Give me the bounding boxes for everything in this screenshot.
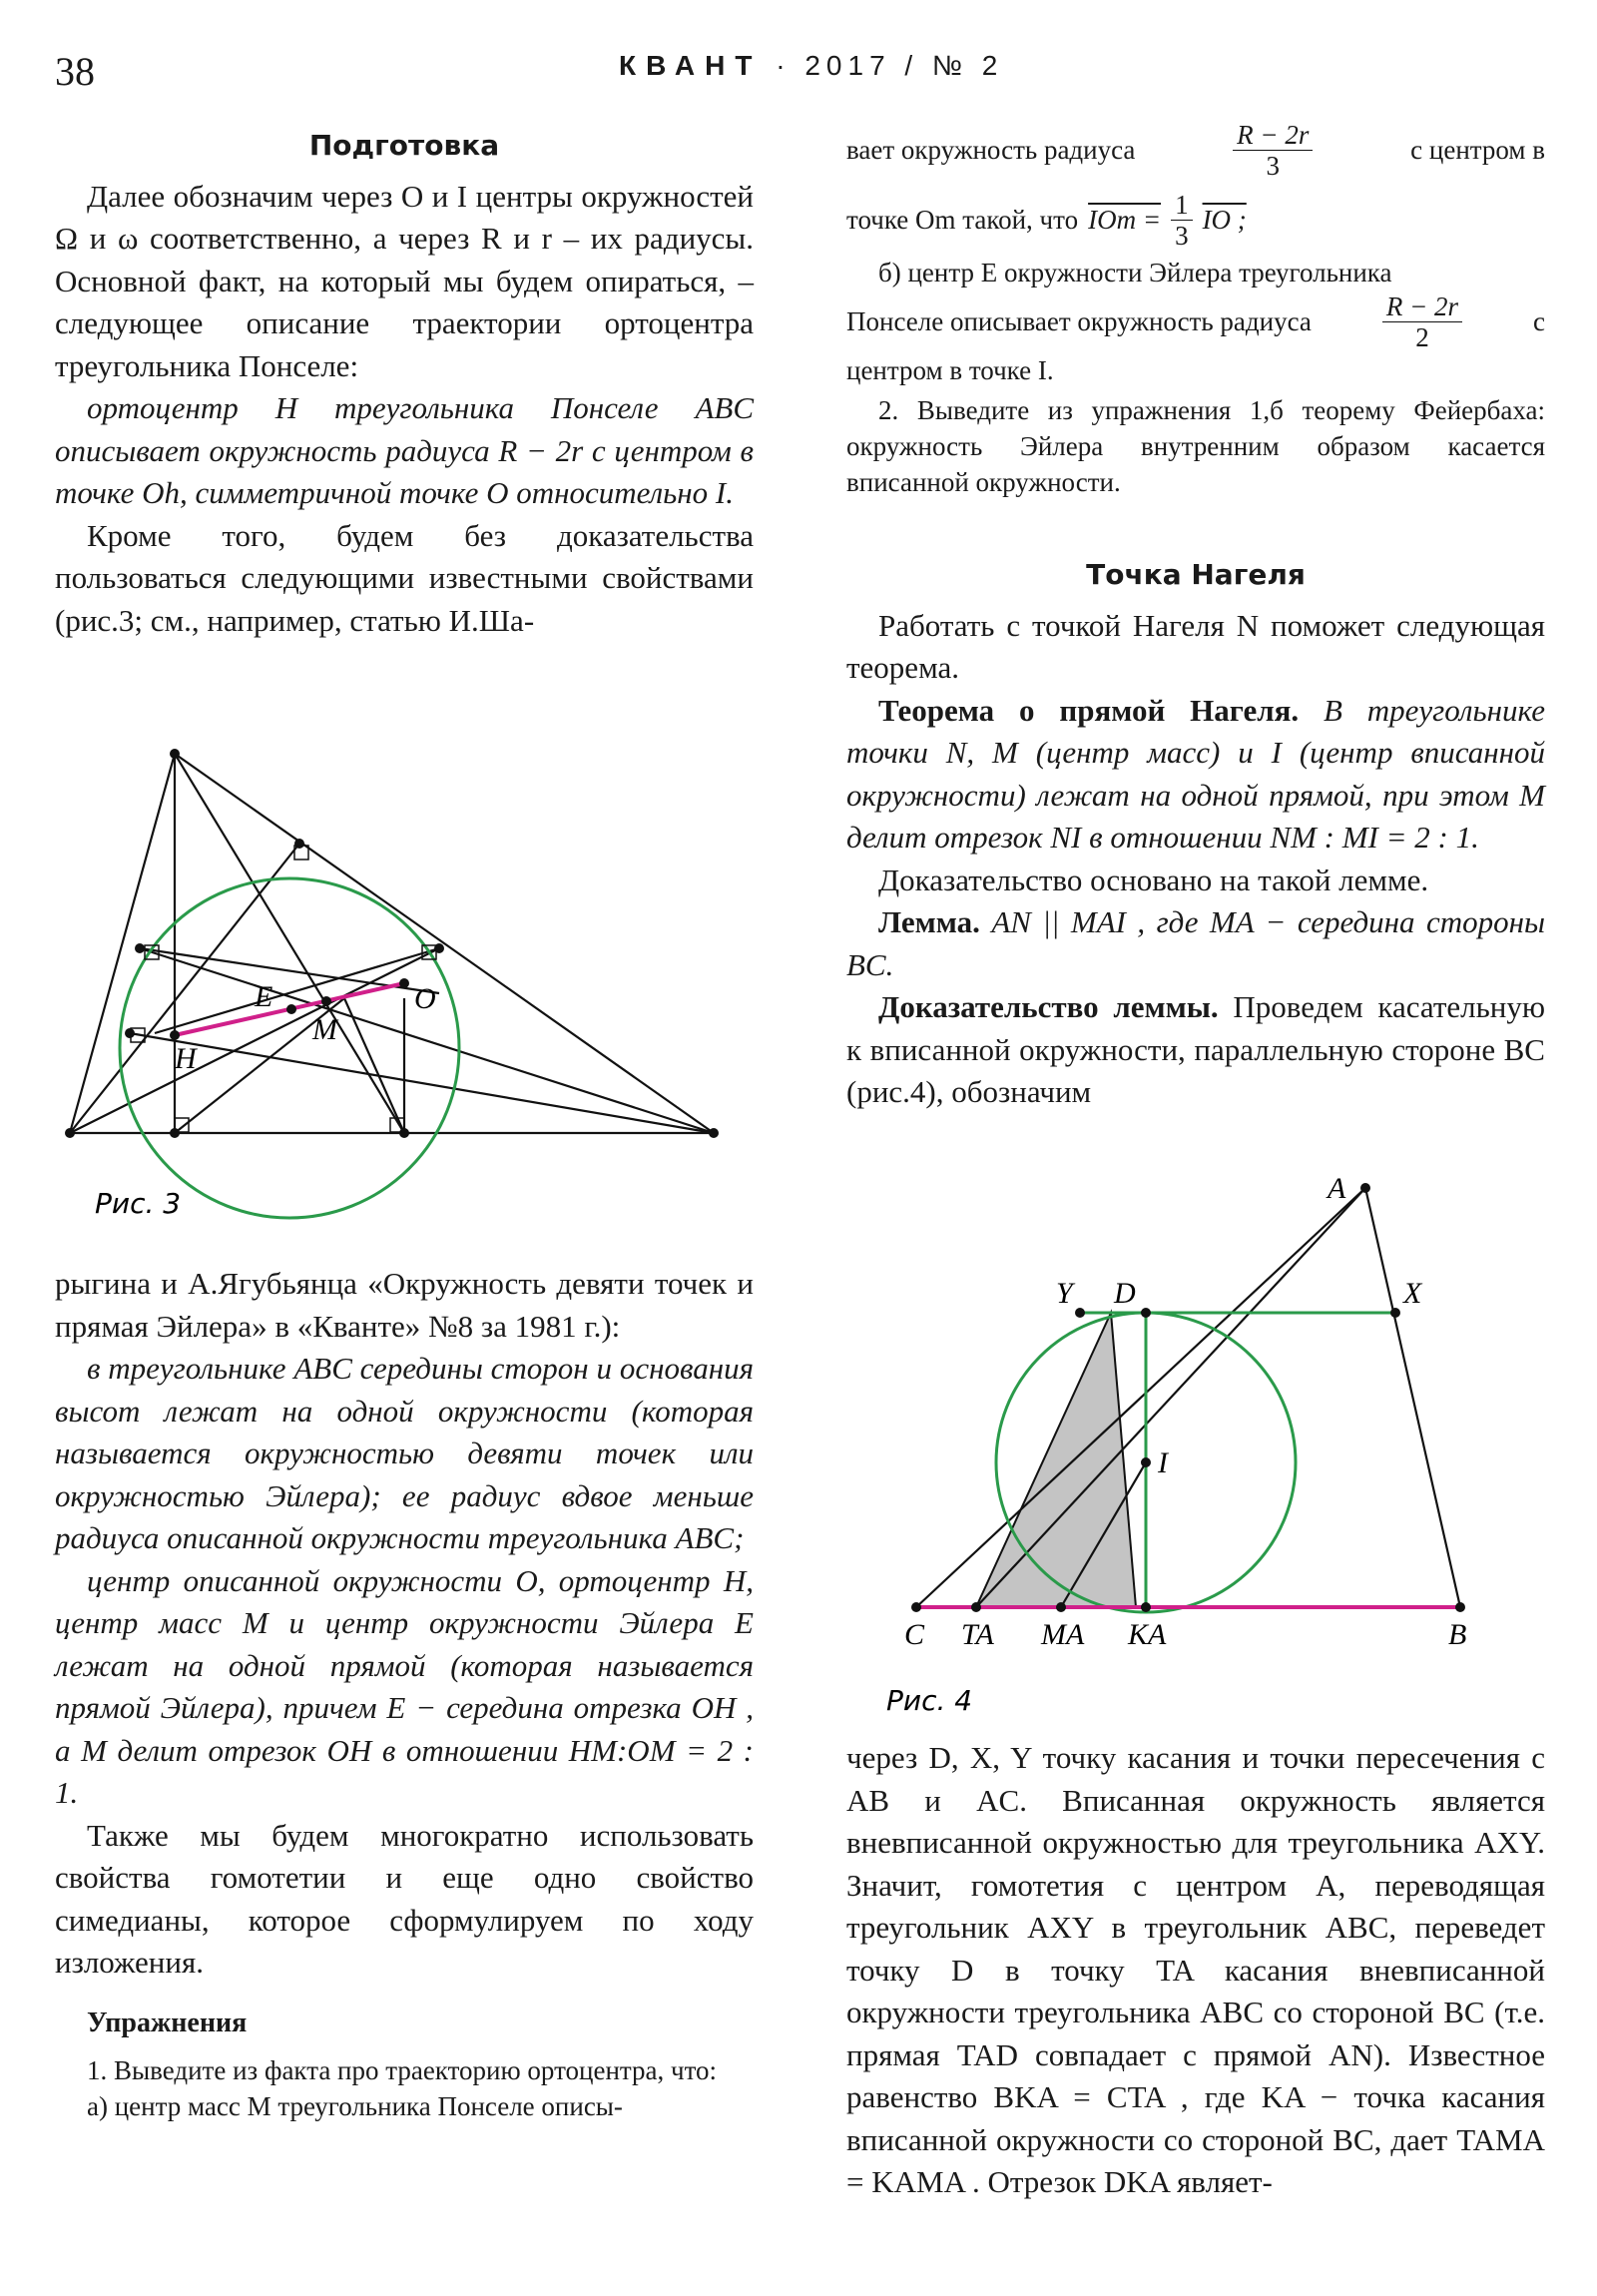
fraction-num: R − 2r (1382, 291, 1462, 322)
fraction-den: 3 (1266, 150, 1281, 181)
fig3-label-H: H (175, 1042, 197, 1075)
fig4-label-X: X (1403, 1277, 1422, 1310)
fig4-side-ab (1365, 1188, 1460, 1607)
fig3-label-O: O (414, 982, 436, 1015)
fig4-label-TA: TA (961, 1618, 994, 1651)
fraction-num: 1 (1171, 190, 1193, 221)
fraction (1171, 190, 1193, 251)
exercise-1b: б) центр E окружности Эйлера треугольника (878, 258, 1392, 287)
fig3-side-ac (175, 754, 714, 1133)
lemma-title: Лемма. (878, 904, 980, 939)
fig3-line (175, 754, 404, 1133)
paragraph: Далее обозначим через O и I центры окружностей Ω и ω соответственно, а через R и r – их радиусы. Основной факт, на который мы будем опираться, – следующее описание траектории ортоцентра треугольника Понселе: (55, 178, 754, 383)
fig3-label-E: E (255, 980, 273, 1013)
fig3-line (130, 1033, 714, 1133)
fraction-den: 2 (1415, 321, 1429, 352)
fig4-label-KA: KA (1128, 1618, 1167, 1651)
figure-3 (55, 734, 754, 1233)
paragraph-italic: в треугольнике ABC середины сторон и основания высот лежат на одной окружности (которая называется окружностью девяти точек или окружностью Эйлера); ее радиус вдвое меньше радиуса описанной окружности треугольника ABC; (55, 1351, 754, 1555)
exercise-1: 1. Выведите из факта про траекторию ортоцентра, что: (87, 2055, 718, 2085)
vector-text: IOm = (1088, 205, 1162, 235)
exercise-text: с центром в (1410, 135, 1545, 165)
journal-issue: 2017 / № 2 (804, 50, 1004, 81)
fig4-label-B: B (1448, 1618, 1467, 1651)
right-column-mid (846, 554, 1545, 1114)
paragraph-italic: ортоцентр H треугольника Понселе ABC описывает окружность радиуса R − 2r с центром в точке Oh, симметричной точке O относительно I. (55, 390, 754, 510)
journal-title: КВАНТ (619, 50, 763, 81)
fig3-nine-point-circle (120, 878, 459, 1218)
fig4-label-A: A (1328, 1172, 1346, 1205)
fig4-label-C: C (904, 1618, 925, 1651)
theorem-title: Теорема о прямой Нагеля. (878, 692, 1300, 728)
proof-text: Проведем касательную к вписанной окружности, параллельную стороне BC (рис.4), обозначим (846, 989, 1546, 1109)
left-column-top (55, 125, 754, 642)
proof-title: Доказательство леммы. (878, 989, 1219, 1024)
exercise-text: Понселе описывает окружность радиуса (846, 306, 1312, 336)
exercise-text: центром в точке I. (846, 355, 1054, 385)
exercises-heading: Упражнения (87, 2007, 248, 2038)
theorem-text: В треугольнике точки N, M (центр масс) и I (центр вписанной окружности) лежат на одной прямой, при этом M делит отрезок NI в отношении NM : MI = 2 : 1. (846, 692, 1545, 855)
fig3-line (70, 948, 439, 1133)
paragraph: через D, X, Y точку касания и точки пересечения с AB и AC. Вписанная окружность является вневписанной окружностью для треугольника AXY. Значит, гомотетия с центром A, переводящая треугольник AXY в треугольник ABC, переведет точку D в точку TA касания вневписанной окружности треугольника ABC со стороной BC (т.е. прямая TAD совпадает с прямой AN). Известное равенство BKA = CTA , где KA − точка касания вписанной окружности со стороной BC, дает TAMA = KAMA . Отрезок DKA являет- (846, 1740, 1545, 2199)
left-column-bottom (55, 1263, 754, 2124)
figure-4 (846, 1163, 1545, 1732)
fig3-line (140, 948, 714, 1133)
paragraph: Также мы будем многократно использовать свойства гомотетии и еще одно свойство симедианы, которое сформулируем по ходу изложения. (55, 1817, 754, 1980)
fig4-label-MA: MA (1041, 1618, 1085, 1651)
fig4-side-ac (916, 1188, 1365, 1607)
fraction-den: 3 (1175, 220, 1189, 251)
fraction (1233, 120, 1313, 181)
fig3-label-M: M (312, 1013, 337, 1046)
fig4-label-I: I (1158, 1446, 1168, 1479)
fig4-label-Y: Y (1056, 1277, 1073, 1310)
section-heading-preparation: Подготовка (308, 129, 500, 162)
exercise-text: с (1533, 306, 1545, 336)
fraction-num: R − 2r (1233, 120, 1313, 151)
section-heading-nagel: Точка Нагеля (1086, 558, 1306, 591)
paragraph: Кроме того, будем без доказательства пользоваться следующими известными свойствами (рис.3; см., например, статью И.Ша- (55, 517, 754, 638)
vector-text: IO ; (1202, 205, 1247, 235)
exercise-text: вает окружность радиуса (846, 135, 1136, 165)
fig3-caption: Рис. 3 (95, 1187, 182, 1220)
right-column-top (846, 115, 1545, 500)
exercise-1a: а) центр масс M треугольника Понселе описы- (87, 2091, 623, 2121)
fig4-caption: Рис. 4 (886, 1684, 973, 1717)
paragraph: Доказательство основано на такой лемме. (878, 861, 1429, 897)
fraction (1382, 291, 1462, 352)
paragraph: рыгина и А.Ягубьянца «Окружность девяти точек и прямая Эйлера» в «Кванте» №8 за 1981 г.): (55, 1266, 754, 1344)
exercise-text: точке Om такой, что (846, 205, 1079, 235)
fig3-line (344, 998, 404, 1133)
fig4-line-an (976, 1188, 1365, 1607)
paragraph-italic: центр описанной окружности O, ортоцентр H, центр масс M и центр окружности Эйлера E лежат на одной прямой (которая называется прямой Эйлера), причем E − середина отрезка OH , а M делит отрезок OH в отношении HM:OM = 2 : 1. (55, 1562, 754, 1810)
fig4-label-D: D (1114, 1277, 1136, 1310)
journal-header: КВАНТ · 2017 / № 2 (619, 50, 1004, 81)
exercise-2: 2. Выведите из упражнения 1,б теорему Фейербаха: окружность Эйлера внутренним образом касается вписанной окружности. (846, 395, 1545, 497)
right-column-bottom (846, 1737, 1545, 2204)
paragraph: Работать с точкой Нагеля N поможет следующая теорема. (846, 607, 1545, 685)
page-number: 38 (55, 49, 95, 94)
lemma-text: AN || MAI , где MA − середина стороны BC. (846, 904, 1546, 982)
